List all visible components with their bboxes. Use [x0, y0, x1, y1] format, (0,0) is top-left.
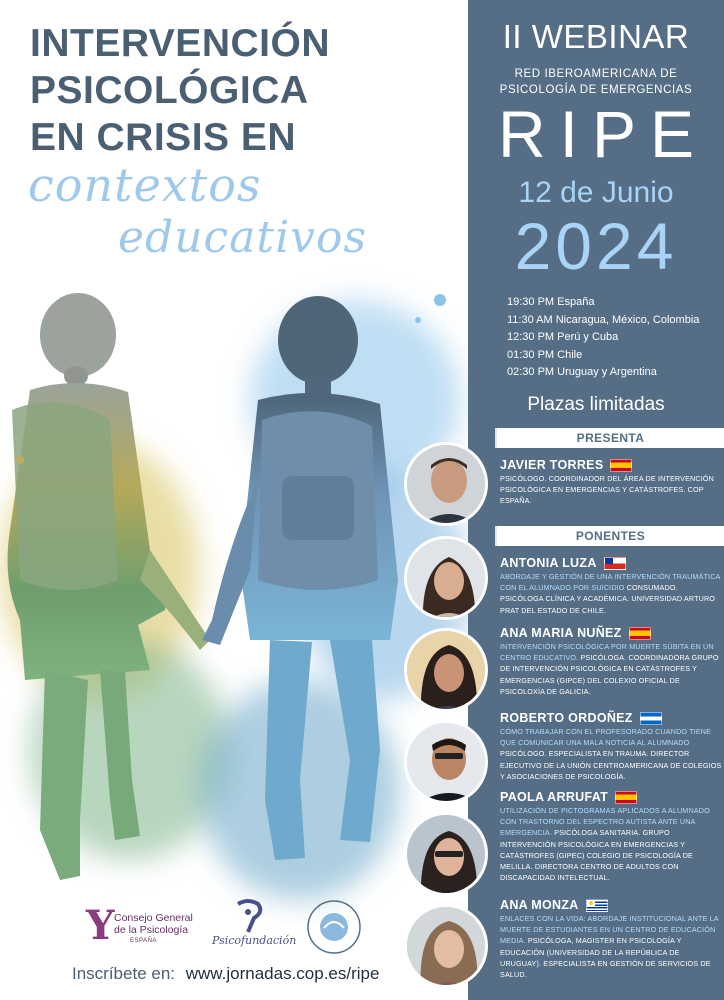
nicaragua-flag-icon — [640, 712, 662, 725]
cgp-logo — [80, 902, 200, 950]
speaker-name: ANA MARIA NUÑEZ — [500, 626, 622, 640]
speaker-photo-javier-torres — [404, 442, 488, 526]
headline-script-2: educativos — [118, 212, 368, 263]
speaker-topic: ENLACES CON LA VIDA: ABORDAJE INSTITUCIONAL ANTE LA MUERTE DE ESTUDIANTES EN UN CENTRO DE EDUCACIÓN MEDIA. — [500, 914, 719, 946]
headline-script-1: contextos — [28, 158, 262, 212]
time-row: 01:30 PM Chile — [507, 348, 583, 361]
time-row: 19:30 PM España — [507, 296, 595, 308]
headline-line-2: PSICOLÓGICA — [30, 69, 309, 112]
limited-seats-label: Plazas limitadas — [527, 394, 665, 415]
spain-flag-icon — [629, 627, 651, 640]
speaker-name: ANTONIA LUZA — [500, 556, 597, 570]
speaker-ana-monza — [500, 898, 722, 980]
sponsor-logos — [80, 898, 440, 958]
speaker-name: ROBERTO ORDOÑEZ — [500, 711, 633, 725]
speaker-bio: PSICÓLOGO. COORDINADOR DEL ÁREA DE INTERVENCIÓN PSICOLÓGICA EN EMERGENCIAS Y CATÁSTROFES. COP ESPAÑA. — [500, 474, 714, 506]
info-panel — [468, 0, 724, 1000]
speaker-name: PAOLA ARRUFAT — [500, 790, 609, 804]
signup-line — [72, 964, 452, 984]
spain-flag-icon — [615, 791, 637, 804]
network-name-line-1: RED IBEROAMERICANA DE — [514, 68, 678, 80]
headline-line-3: EN CRISIS EN — [30, 116, 297, 159]
speaker-bio: PSICÓLOGA, MAGISTER EN PSICOLOGÍA Y EDUCACIÓN (UNIVERSIDAD DE LA REPÚBLICA DE URUGUAY). ESPECIALISTA EN GESTIÓN DE SERVICIOS DE SALUD. — [500, 936, 711, 980]
cgp-country: ESPAÑA — [130, 938, 157, 944]
section-ponentes: PONENTES — [495, 526, 724, 546]
headline-line-1: INTERVENCIÓN — [30, 22, 330, 65]
speaker-javier-torres — [500, 458, 722, 507]
speaker-bio: CONSUMADO. PSICÓLOGA CLÍNICA Y ACADÉMICA. UNIVERSIDAD ARTURO PRAT DEL ESTADO DE CHILE. — [500, 583, 716, 615]
cgp-y-icon: Y — [86, 902, 115, 949]
speaker-bio: PSICÓLOGO. ESPECIALISTA EN TRAUMA. DIRECTOR EJECUTIVO DE LA UNIÓN CENTROAMERICANA DE COLEGIOS Y ASOCIACIONES DE PSICOLOGÍA. — [500, 749, 722, 781]
headline — [30, 20, 450, 161]
ripe-logo — [302, 898, 366, 956]
event-year: 2024 — [514, 209, 678, 283]
speaker-photo-antonia-luza — [404, 536, 488, 620]
ripe-seal-icon — [302, 898, 366, 956]
girl-figure — [8, 293, 210, 880]
speaker-topic: CÓMO TRABAJAR CON EL PROFESORADO CUANDO TIENE QUE COMUNICAR UNA MALA NOTICIA AL ALUMNADO — [500, 727, 712, 748]
speaker-bio: PSICÓLOGA SANITARIA. GRUPO INTERVENCIÓN PSICOLÓGICA EN EMERGENCIAS Y CATÁSTROFES (GIPEC) COLEGIO DE PSICOLOGÍA DE MELILLA. DIRECTORA CENTRO DE ADULTOS CON DISCAPACIDAD INTELECTUAL. — [500, 828, 693, 883]
time-row: 12:30 PM Perú y Cuba — [507, 331, 619, 343]
time-schedule — [507, 294, 722, 382]
speaker-antonia-luza — [500, 556, 722, 616]
speaker-roberto-ordonez — [500, 711, 722, 782]
speaker-topic: UTILIZACIÓN DE PICTOGRAMAS APLICADOS A ALUMNADO CON TRASTORNO DEL ESPECTRO AUTISTA ANTE UNA EMERGENCIA. — [500, 806, 710, 838]
speaker-ana-maria-nunez — [500, 626, 722, 697]
signup-url-link[interactable]: www.jornadas.cop.es/ripe — [185, 964, 380, 983]
boy-figure — [202, 296, 398, 860]
section-presenta: PRESENTA — [495, 428, 724, 448]
speaker-name: JAVIER TORRES — [500, 458, 604, 472]
cgp-line-1: Consejo General — [114, 912, 193, 924]
spain-flag-icon — [610, 459, 632, 472]
chile-flag-icon — [604, 557, 626, 570]
event-date: 12 de Junio — [518, 176, 674, 209]
speaker-topic: ABORDAJE Y GESTIÓN DE UNA INTERVENCIÓN TRAUMÁTICA CON EL ALUMNADO POR SUICIDIO — [500, 572, 721, 593]
ripe-acronym: RIPE — [497, 97, 709, 171]
webinar-title: II WEBINAR — [502, 18, 690, 55]
uruguay-flag-icon — [586, 899, 608, 912]
speaker-description — [500, 805, 722, 883]
psicofundacion-text: Psicofundación — [212, 934, 297, 947]
speaker-photo-ana-monza — [404, 904, 488, 988]
children-walking-illustration — [0, 280, 468, 910]
speaker-description — [500, 726, 722, 782]
speaker-photo-ana-maria-nunez — [404, 628, 488, 712]
signup-label: Inscríbete en: — [72, 964, 176, 983]
speaker-paola-arrufat — [500, 790, 722, 883]
cgp-line-2: de la Psicología — [114, 924, 189, 936]
psicofundacion-icon — [208, 898, 288, 934]
psicofundacion-logo — [208, 898, 297, 956]
speaker-bio: PSICÓLOGA. COORDINADORA GRUPO DE INTERVENCIÓN PSICOLÓGICA EN CATÁSTROFES Y EMERGENCIAS (GIPCE) DEL COLEXIO OFICIAL DE PSICOLOXÍA DE GALICIA. — [500, 653, 719, 696]
network-name-line-2: PSICOLOGÍA DE EMERGENCIAS — [499, 84, 693, 96]
speaker-photo-paola-arrufat — [404, 812, 488, 896]
speaker-name: ANA MONZA — [500, 898, 579, 912]
time-row: 02:30 PM Uruguay y Argentina — [507, 366, 657, 378]
speaker-photo-roberto-ordonez — [404, 720, 488, 804]
time-row: 11:30 AM Nicaragua, México, Colombia — [507, 313, 700, 326]
speaker-description — [500, 641, 722, 697]
speaker-topic: INTERVENCIÓN PSICOLÓGICA POR MUERTE SÚBITA EN UN CENTRO EDUCATIVO. — [500, 642, 714, 663]
speaker-description — [500, 913, 722, 980]
cgp-logo-text — [114, 912, 193, 936]
speaker-description — [500, 571, 722, 616]
